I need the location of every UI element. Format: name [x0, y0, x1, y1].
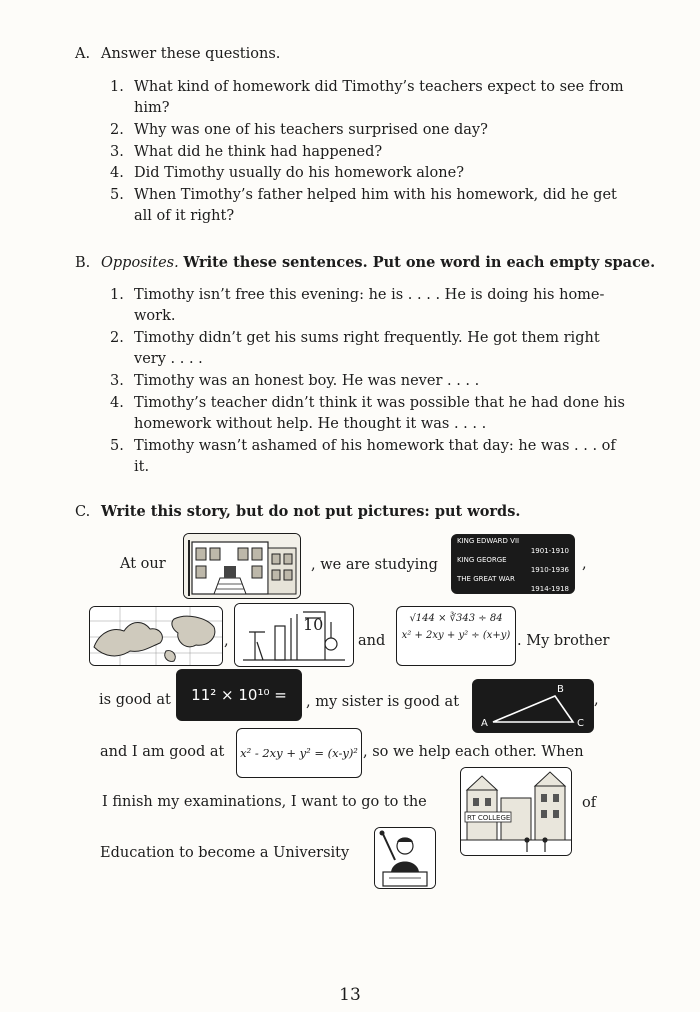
section-title: Write this story, but do not put pictures: put words.	[101, 503, 521, 520]
story-text: . My brother	[517, 633, 610, 649]
geometry-picture	[472, 679, 594, 733]
story-text: and I am good at	[100, 744, 225, 760]
map-picture	[89, 606, 223, 666]
question-item: 5. When Timothy’s father helped him with his homework, did he get all of it right?	[110, 187, 617, 224]
section-c-heading	[75, 503, 520, 520]
science-apparatus-icon	[235, 604, 353, 666]
arithmetic-picture: 11² × 10¹⁰ =	[176, 669, 302, 721]
page-number: 13	[339, 985, 361, 1005]
section-title-italic: Opposites.	[101, 255, 179, 271]
section-b-heading	[75, 254, 655, 271]
story-text: is good at	[99, 692, 171, 708]
story-text: , so we help each other. When	[363, 744, 584, 760]
section-title: Write these sentences. Put one word in each empty space.	[183, 254, 656, 271]
lecturer-icon	[375, 828, 435, 888]
algebra-picture: x² - 2xy + y² = (x-y)²	[236, 728, 362, 778]
story-text: ,	[594, 692, 599, 708]
story-text: and	[358, 633, 386, 649]
science-picture	[234, 603, 354, 667]
story-text: Education to become a University	[100, 845, 350, 861]
svg-text:RT COLLEGE: RT COLLEGE	[467, 814, 511, 822]
question-item: 3. What did he think had happened?	[110, 144, 383, 160]
exercise-item: 1. Timothy isn’t free this evening: he is . . . . He is doing his home-work.	[110, 287, 605, 324]
college-building-icon	[461, 768, 571, 855]
exercise-item: 5. Timothy wasn’t ashamed of his homework that day: he was . . . of it.	[110, 438, 616, 475]
school-building-picture	[183, 533, 301, 599]
lecturer-picture	[374, 827, 436, 889]
svg-text:B: B	[557, 684, 564, 695]
section-letter: C.	[75, 504, 91, 520]
story-text: ,	[224, 633, 229, 649]
story-text: , we are studying	[311, 557, 438, 573]
exercise-item: 4. Timothy’s teacher didn’t think it was possible that he had done his homework without help. He thought it was . . . .	[110, 395, 625, 432]
svg-text:C: C	[577, 718, 584, 729]
exercise-item: 2. Timothy didn’t get his sums right frequently. He got them right very . . . .	[110, 330, 600, 367]
story-text: of	[582, 795, 597, 811]
question-item: 2. Why was one of his teachers surprised one day?	[110, 122, 488, 138]
question-item: 1. What kind of homework did Timothy’s teachers expect to see from him?	[110, 79, 624, 116]
question-item: 4. Did Timothy usually do his homework alone?	[110, 165, 464, 181]
story-text: ,	[582, 556, 587, 572]
maths-picture: √144 × ∛343 ÷ 84 x² + 2xy + y² ÷ (x+y)	[396, 606, 516, 666]
section-letter: B.	[75, 255, 91, 271]
history-picture: KING EDWARD VII 1901-1910 KING GEORGE 1910-1936 THE GREAT WAR 1914-1918	[451, 534, 575, 594]
section-letter: A.	[75, 46, 91, 62]
school-building-icon	[184, 534, 300, 598]
svg-text:10: 10	[303, 615, 324, 634]
story-text: , my sister is good at	[306, 694, 460, 710]
college-picture	[460, 767, 572, 856]
story-text: At our	[120, 556, 166, 572]
map-icon	[90, 607, 222, 665]
svg-text:A: A	[481, 718, 488, 729]
section-a-heading	[75, 46, 280, 62]
exercise-item: 3. Timothy was an honest boy. He was never . . . .	[110, 373, 480, 389]
triangle-icon	[473, 680, 593, 732]
story-text: I finish my examinations, I want to go to the	[102, 794, 427, 810]
section-title: Answer these questions.	[101, 46, 281, 62]
